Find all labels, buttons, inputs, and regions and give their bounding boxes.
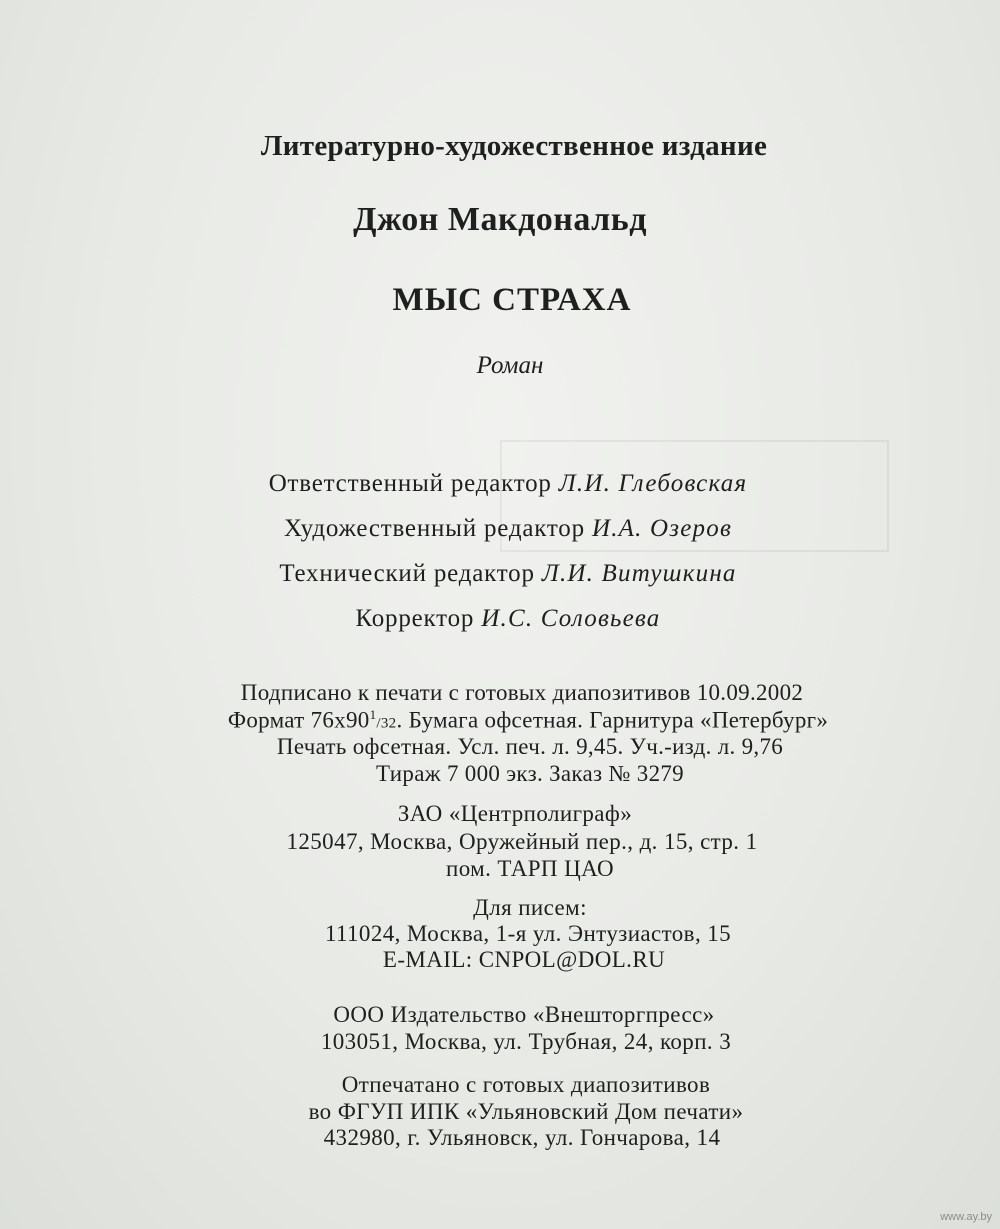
credit-line [8, 515, 1000, 543]
publisher-email: E-MAIL: CNPOL@DOL.RU [382, 947, 666, 972]
imprint-format [28, 708, 1000, 732]
letters-address: 111024, Москва, 1-я ул. Энтузиастов, 15 [324, 921, 732, 946]
format-prefix: Формат 76х90 [227, 707, 370, 733]
author-name: Джон Макдональд [353, 201, 647, 238]
credit-line [8, 560, 1000, 588]
format-suffix: . Бумага офсетная. Гарнитура «Петербург» [396, 707, 829, 733]
credit-role: Ответственный редактор [268, 470, 552, 497]
printer-address: 432980, г. Ульяновск, ул. Гончарова, 14 [323, 1125, 721, 1150]
printer-line: Отпечатано с готовых диапозитивов [341, 1072, 711, 1097]
letters-label: Для писем: [473, 895, 587, 920]
imprint-print: Печать офсетная. Усл. печ. л. 9,45. Уч.-изд. л. 9,76 [276, 734, 784, 759]
credit-name: Л.И. Глебовская [558, 470, 748, 497]
credit-role: Технический редактор [279, 560, 535, 587]
site-watermark: www.ay.by [940, 1211, 992, 1223]
credit-line [8, 605, 1000, 633]
imprint-run: Тираж 7 000 экз. Заказ № 3279 [376, 761, 684, 786]
copublisher-name: ООО Издательство «Внешторгпресс» [333, 1002, 715, 1027]
publisher-address-room: пом. ТАРП ЦАО [446, 856, 614, 881]
printer-name: во ФГУП ИПК «Ульяновский Дом печати» [308, 1099, 744, 1124]
credit-role: Корректор [355, 605, 475, 632]
format-fraction-den: /32 [376, 715, 397, 732]
edition-type: Литературно-художественное издание [260, 130, 768, 162]
publisher-name: ЗАО «Центрполиграф» [397, 801, 633, 826]
copublisher-address: 103051, Москва, ул. Трубная, 24, корп. 3 [320, 1029, 732, 1054]
credit-name: И.С. Соловьева [481, 605, 661, 632]
imprint-signed: Подписано к печати с готовых диапозитивов 10.09.2002 [240, 680, 804, 705]
book-title: МЫС СТРАХА [392, 282, 632, 318]
book-genre: Роман [476, 352, 544, 379]
credit-name: Л.И. Витушкина [541, 560, 737, 587]
credit-line [8, 470, 1000, 498]
publisher-address: 125047, Москва, Оружейный пер., д. 15, стр. 1 [286, 829, 758, 854]
format-fraction-num: 1 [369, 707, 377, 722]
credit-role: Художественный редактор [284, 515, 585, 542]
credit-name: И.А. Озеров [591, 515, 732, 542]
